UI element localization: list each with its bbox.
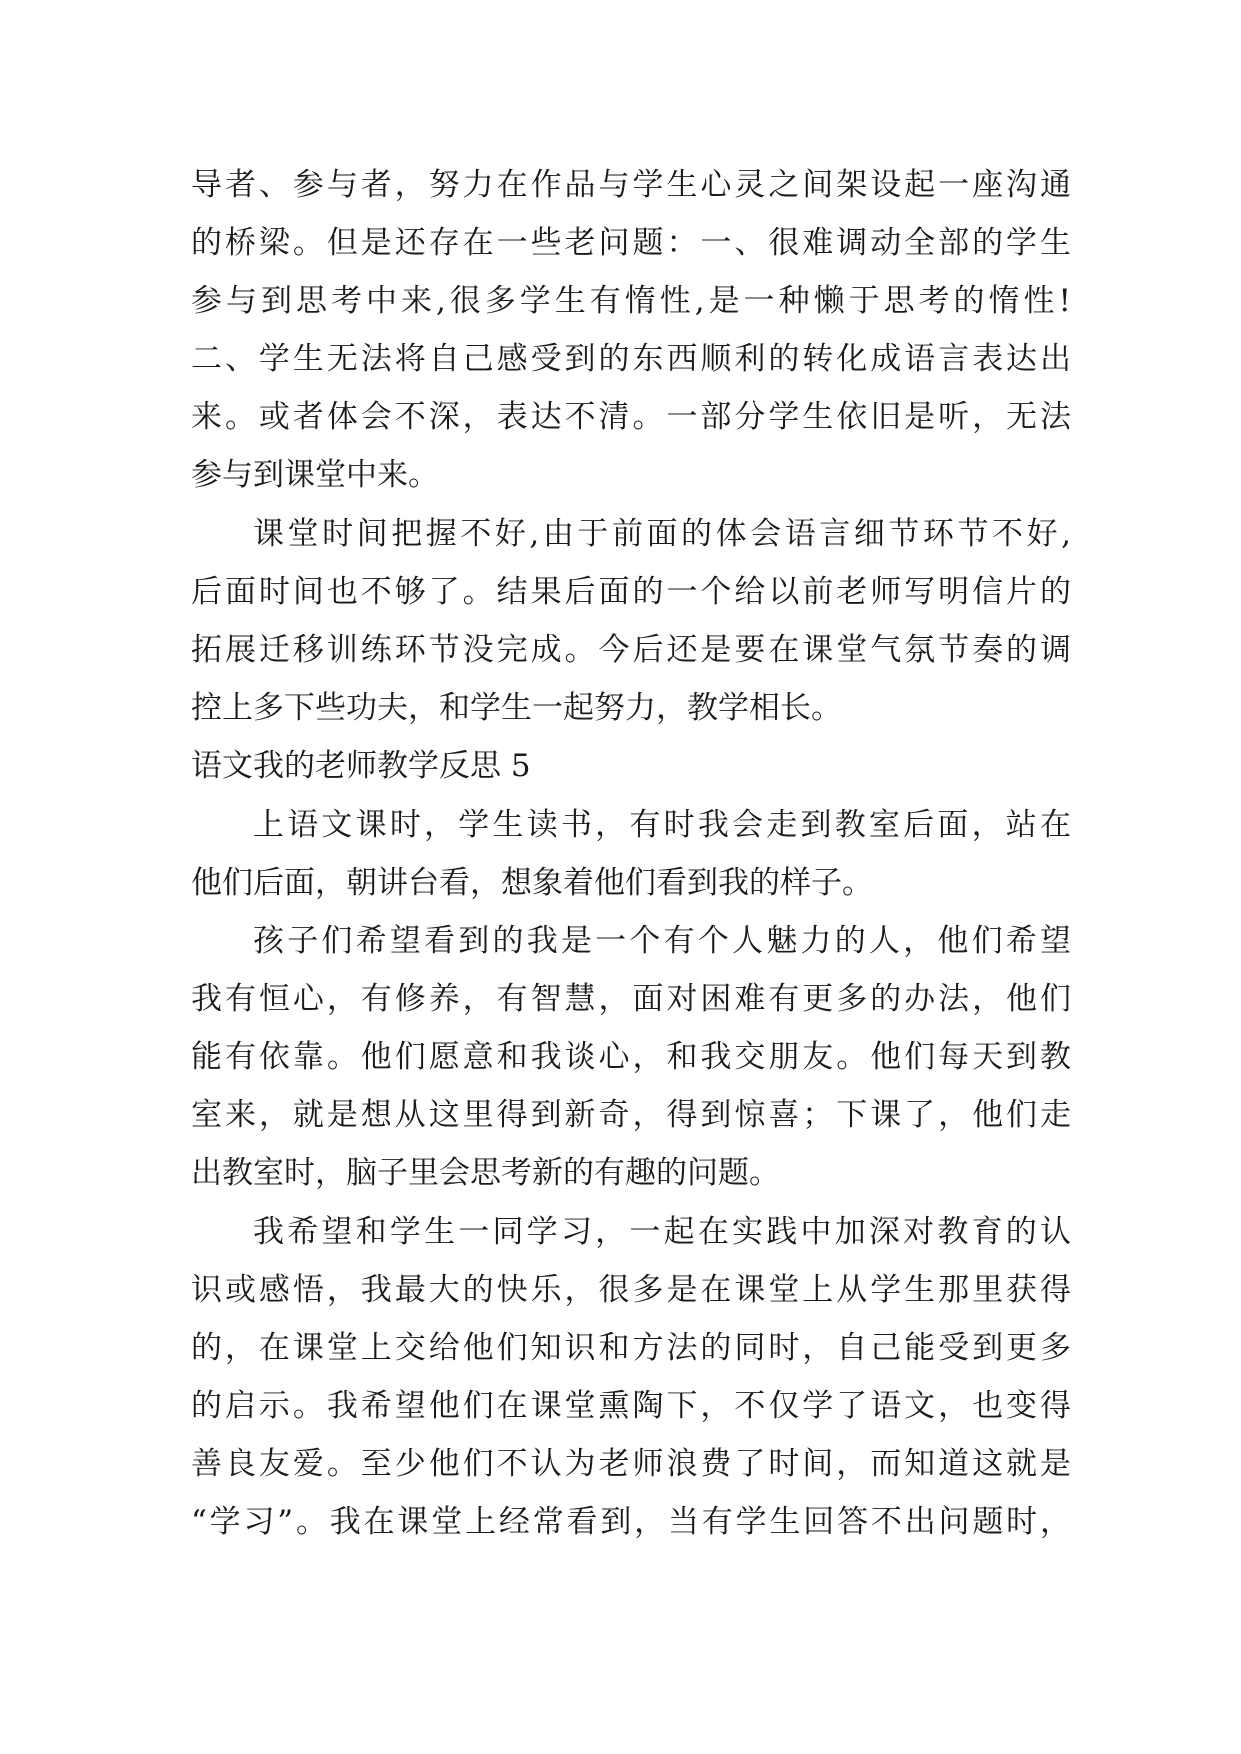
- paragraph-first-line: 我希望和学生一同学习，一起在实践中加深对教育的认: [253, 1214, 1071, 1250]
- paragraph-first-line: 上语文课时，学生读书，有时我会走到教室后面，站在: [253, 807, 1071, 843]
- text-line: 识或感悟，我最大的快乐，很多是在课堂上从学生那里获得: [191, 1272, 1071, 1308]
- text-line: 我有恒心，有修养，有智慧，面对困难有更多的办法，他们: [191, 981, 1071, 1017]
- paragraph-first-line: 孩子们希望看到的我是一个有个人魅力的人，他们希望: [253, 923, 1071, 959]
- text-line: 室来，就是想从这里得到新奇，得到惊喜；下课了，他们走: [191, 1097, 1071, 1133]
- text-line: 的桥梁。但是还存在一些老问题：一、很难调动全部的学生: [191, 225, 1071, 261]
- text-line: 的启示。我希望他们在课堂熏陶下，不仅学了语文，也变得: [191, 1388, 1071, 1424]
- text-line: 参与到思考中来,很多学生有惰性,是一种懒于思考的惰性!: [191, 283, 1071, 319]
- text-line: 的，在课堂上交给他们知识和方法的同时，自己能受到更多: [191, 1330, 1071, 1366]
- text-line: 善良友爱。至少他们不认为老师浪费了时间，而知道这就是: [191, 1446, 1071, 1482]
- section-heading: 语文我的老师教学反思 5: [191, 748, 531, 784]
- text-line: 他们后面，朝讲台看，想象着他们看到我的样子。: [191, 865, 873, 901]
- text-line: 二、学生无法将自己感受到的东西顺利的转化成语言表达出: [191, 341, 1071, 377]
- text-line: 能有依靠。他们愿意和我谈心，和我交朋友。他们每天到教: [191, 1039, 1071, 1075]
- text-line: 控上多下些功夫，和学生一起努力，教学相长。: [191, 690, 842, 726]
- text-line: 出教室时，脑子里会思考新的有趣的问题。: [191, 1155, 780, 1191]
- text-line: 参与到课堂中来。: [191, 457, 439, 493]
- text-line: 拓展迁移训练环节没完成。今后还是要在课堂气氛节奏的调: [191, 632, 1071, 668]
- text-line: 导者、参与者，努力在作品与学生心灵之间架设起一座沟通: [191, 167, 1071, 203]
- paragraph-first-line: 课堂时间把握不好,由于前面的体会语言细节环节不好,: [253, 516, 1071, 552]
- text-line: “学习”。我在课堂上经常看到，当有学生回答不出问题时，: [191, 1504, 1071, 1540]
- text-line: 后面时间也不够了。结果后面的一个给以前老师写明信片的: [191, 574, 1071, 610]
- text-line: 来。或者体会不深，表达不清。一部分学生依旧是听，无法: [191, 399, 1071, 435]
